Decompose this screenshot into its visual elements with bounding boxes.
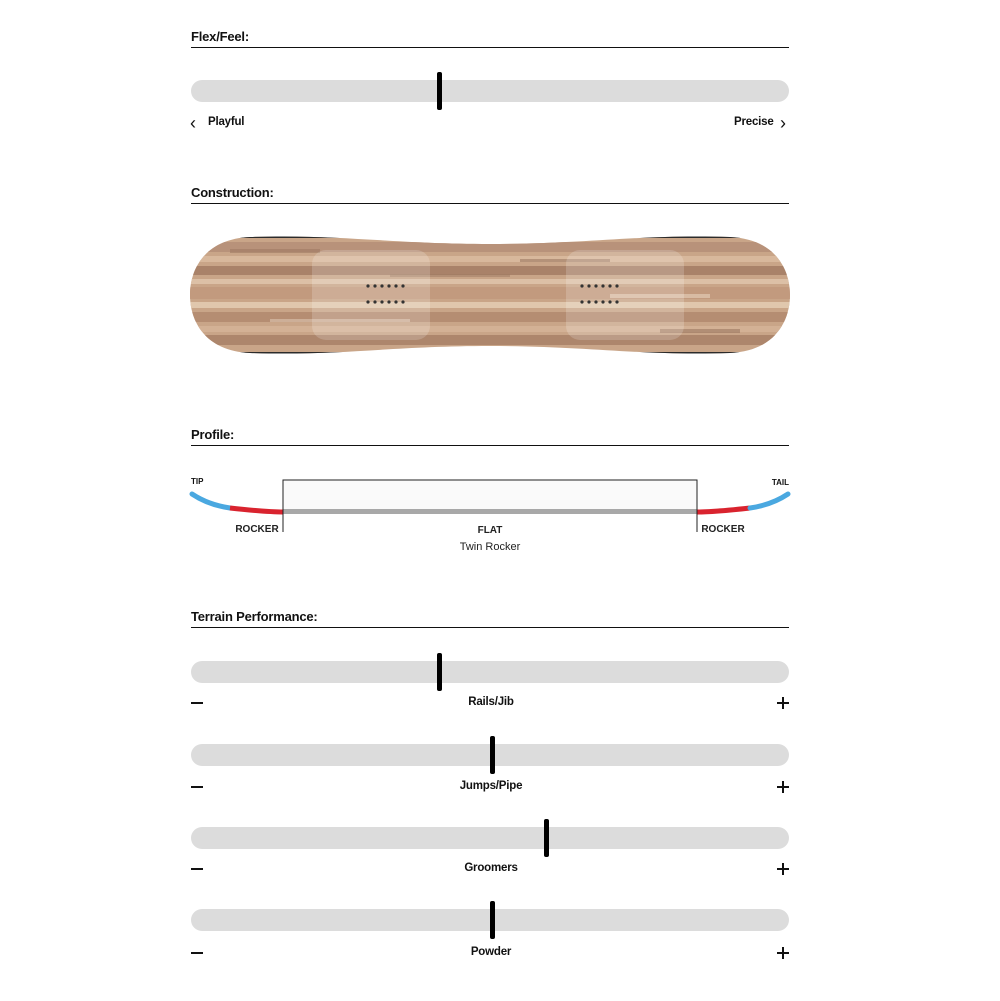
powder-slider-marker[interactable] (490, 901, 495, 939)
jumps-pipe-slider-marker[interactable] (490, 736, 495, 774)
plus-icon (777, 781, 789, 793)
groomers-label: Groomers (464, 862, 518, 874)
flex-left-label: Playful (208, 116, 245, 128)
jumps-pipe-label: Jumps/Pipe (459, 780, 523, 792)
rocker-left-label: ROCKER (235, 524, 279, 535)
flat-base (283, 509, 697, 514)
rocker-right-curve (697, 508, 750, 512)
profile-tail-label: TAIL (771, 478, 789, 487)
rails-jib-slider-track[interactable] (191, 661, 789, 683)
profile-name: Twin Rocker (459, 541, 521, 553)
chevron-right-icon: › (780, 113, 786, 133)
jumps-pipe-slider-track[interactable] (191, 744, 789, 766)
powder-slider-track[interactable] (191, 909, 789, 931)
plus-icon (777, 947, 789, 959)
rocker-right-label: ROCKER (701, 524, 745, 535)
minus-icon (191, 868, 203, 870)
groomers-slider-marker[interactable] (544, 819, 549, 857)
rocker-left-curve (230, 508, 283, 512)
flat-section-box (283, 480, 697, 510)
powder-label: Powder (470, 946, 512, 958)
construction-title: Construction: (191, 185, 789, 204)
plus-icon (777, 863, 789, 875)
flex-right-label: Precise (734, 116, 774, 128)
profile-tip-label: TIP (191, 477, 204, 486)
plus-icon (777, 697, 789, 709)
tail-curve (750, 494, 788, 508)
rails-jib-label: Rails/Jib (468, 696, 514, 708)
flex-feel-slider-marker[interactable] (437, 72, 442, 110)
groomers-slider-track[interactable] (191, 827, 789, 849)
minus-icon (191, 786, 203, 788)
profile-diagram (186, 472, 794, 558)
rails-jib-slider-marker[interactable] (437, 653, 442, 691)
tip-curve (192, 494, 230, 508)
flat-label: FLAT (477, 525, 503, 536)
minus-icon (191, 702, 203, 704)
flex-feel-slider-track[interactable] (191, 80, 789, 102)
minus-icon (191, 952, 203, 954)
snowboard-construction-image (190, 234, 790, 356)
profile-title: Profile: (191, 427, 789, 446)
chevron-left-icon: ‹ (190, 113, 196, 133)
terrain-performance-title: Terrain Performance: (191, 609, 789, 628)
flex-feel-title: Flex/Feel: (191, 29, 789, 48)
